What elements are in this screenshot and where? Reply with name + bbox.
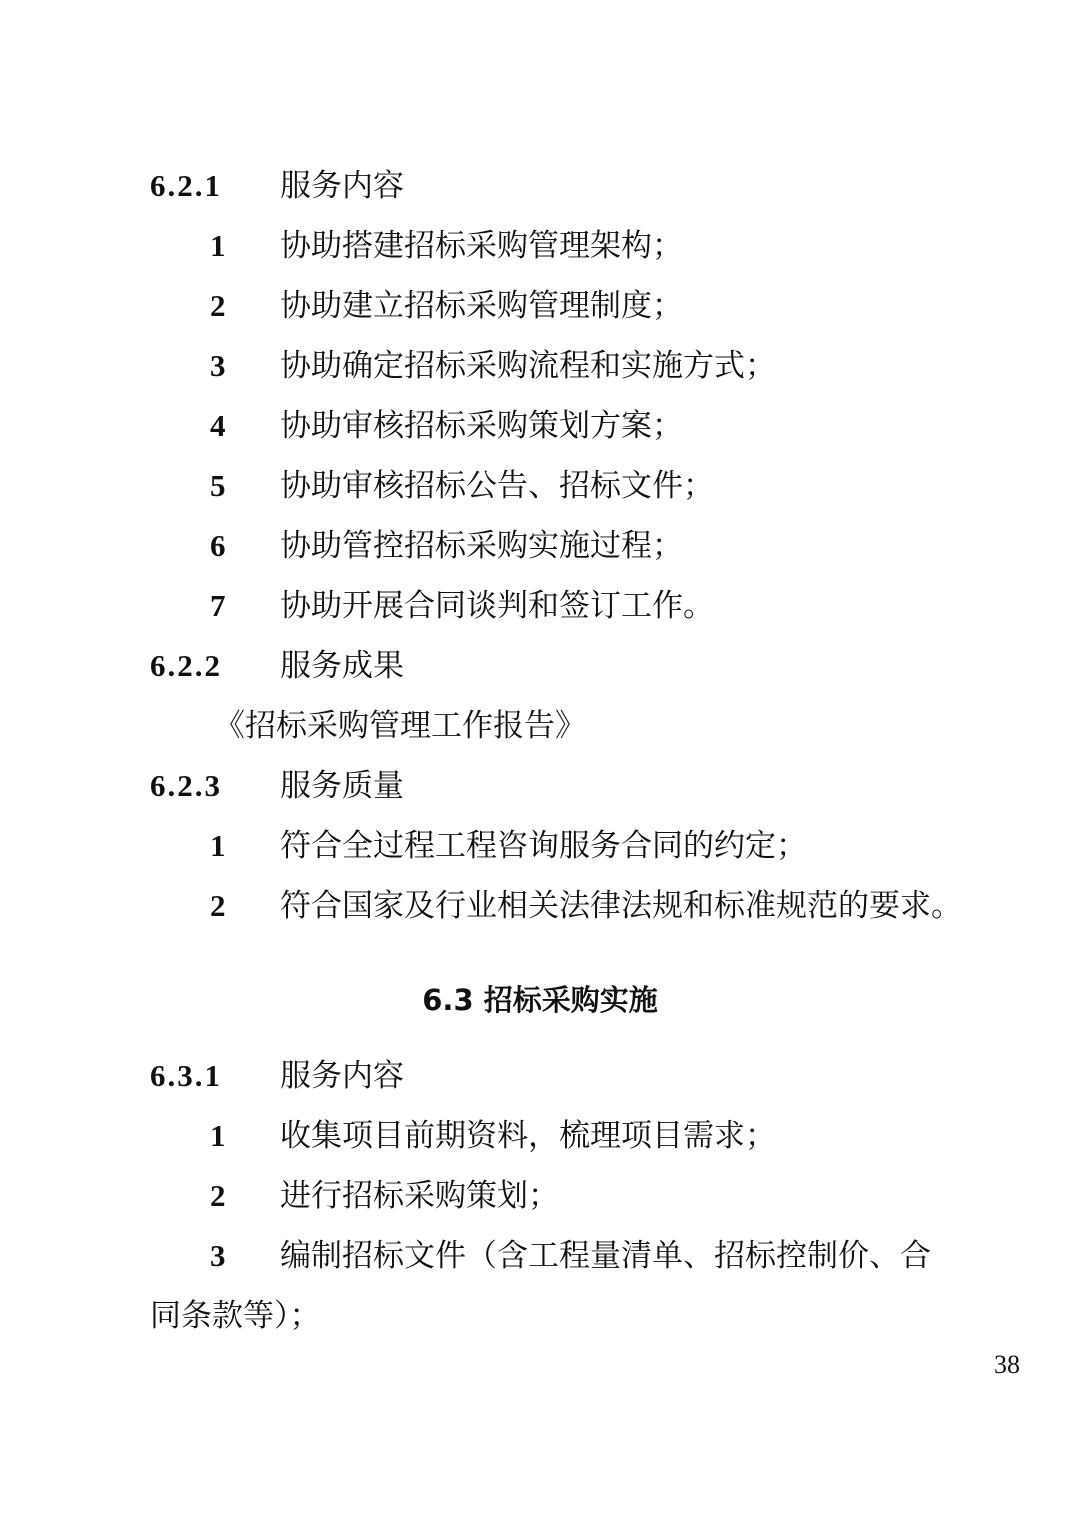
list-item (0, 1166, 1080, 1226)
list-item (0, 1226, 1080, 1286)
list-item (0, 816, 1080, 876)
item-text: 协助建立招标采购管理制度； (280, 288, 683, 324)
list-item (0, 516, 1080, 576)
item-text: 协助开展合同谈判和签订工作。 (280, 588, 714, 624)
item-number: 5 (210, 468, 226, 503)
item-number: 3 (210, 348, 226, 383)
list-item (0, 276, 1080, 336)
section-heading-6-3-1 (0, 1046, 1080, 1106)
deliverable-line (0, 696, 1080, 756)
list-item (0, 396, 1080, 456)
item-text: 协助管控招标采购实施过程； (280, 528, 683, 564)
section-heading-6-2-3 (0, 756, 1080, 816)
item-number: 1 (210, 1118, 226, 1153)
section-title: 服务内容 (280, 168, 404, 204)
item-text: 收集项目前期资料，梳理项目需求； (280, 1118, 776, 1154)
item-number: 2 (210, 888, 226, 923)
item-text: 协助确定招标采购流程和实施方式； (280, 348, 776, 384)
item-text: 协助审核招标采购策划方案； (280, 408, 683, 444)
section-title: 服务成果 (280, 648, 404, 684)
item-number: 7 (210, 588, 226, 623)
list-item (0, 876, 1080, 936)
item-number: 2 (210, 1178, 226, 1213)
list-item (0, 336, 1080, 396)
item-text: 符合全过程工程咨询服务合同的约定； (280, 828, 807, 864)
item-text: 协助审核招标公告、招标文件； (280, 468, 714, 504)
item-text: 编制招标文件（含工程量清单、招标控制价、合 (280, 1238, 931, 1274)
item-text: 符合国家及行业相关法律法规和标准规范的要求。 (280, 888, 962, 924)
continuation-text: 同条款等）； (150, 1298, 321, 1334)
section-title: 服务内容 (280, 1058, 404, 1094)
item-number: 2 (210, 288, 226, 323)
item-text: 协助搭建招标采购管理架构； (280, 228, 683, 264)
section-heading-6-2-1 (0, 156, 1080, 216)
deliverable-title: 《招标采购管理工作报告》 (214, 708, 586, 744)
list-item (0, 456, 1080, 516)
item-text: 进行招标采购策划； (280, 1178, 559, 1214)
item-number: 1 (210, 828, 226, 863)
section-heading-6-2-2 (0, 636, 1080, 696)
chapter-heading: 6.3 招标采购实施 (422, 983, 658, 1017)
list-item (0, 1106, 1080, 1166)
section-number: 6.3.1 (150, 1058, 222, 1093)
item-number: 1 (210, 228, 226, 263)
section-number: 6.2.3 (150, 768, 222, 803)
item-number: 6 (210, 528, 226, 563)
list-item (0, 216, 1080, 276)
section-title: 服务质量 (280, 768, 404, 804)
item-number: 4 (210, 408, 226, 443)
section-number: 6.2.2 (150, 648, 222, 683)
section-number: 6.2.1 (150, 168, 222, 203)
list-item-continuation (0, 1286, 1080, 1346)
list-item (0, 576, 1080, 636)
page-number: 38 (994, 1350, 1020, 1379)
item-number: 3 (210, 1238, 226, 1273)
